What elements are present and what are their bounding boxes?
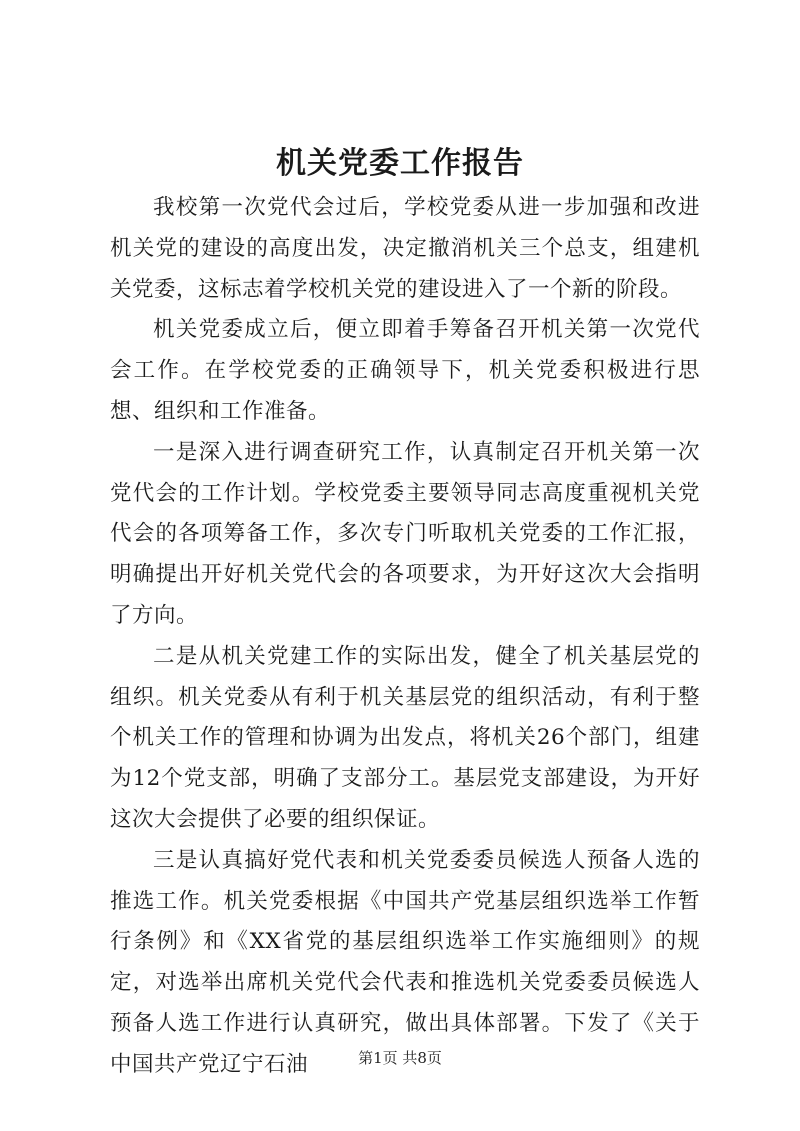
document-body [110,188,700,1086]
paragraph-1: 我校第一次党代会过后，学校党委从进一步加强和改进机关党的建设的高度出发，决定撤消机关三个总支，组建机关党委，这标志着学校机关党的建设进入了一个新的阶段。 [110,195,700,302]
page-footer: 第1页 共8页 [358,1049,442,1067]
paragraph-4: 二是从机关党建工作的实际出发，健全了机关基层党的组织。机关党委从有利于机关基层党的组织活动，有利于整个机关工作的管理和协调为出发点，将机关26个部门，组建为12个党支部，明确了支部分工。基层党支部建设，为开好这次大会提供了必要的组织保证。 [110,643,700,832]
document-title: 机关党委工作报告 [276,146,524,181]
paragraph-5: 三是认真搞好党代表和机关党委委员候选人预备人选的推选工作。机关党委根据《中国共产党基层组织选举工作暂行条例》和《XX省党的基层组织选举工作实施细则》的规定，对选举出席机关党代会代表和推选机关党委委员候选人预备人选工作进行认真研究，做出具体部署。下发了《关于中国共产党辽宁石油 [110,847,700,1077]
paragraph-2: 机关党委成立后，便立即着手筹备召开机关第一次党代会工作。在学校党委的正确领导下，机关党委积极进行思想、组织和工作准备。 [110,317,700,424]
paragraph-3: 一是深入进行调查研究工作，认真制定召开机关第一次党代会的工作计划。学校党委主要领导同志高度重视机关党代会的各项筹备工作，多次专门听取机关党委的工作汇报，明确提出开好机关党代会的各项要求，为开好这次大会指明了方向。 [110,439,700,628]
